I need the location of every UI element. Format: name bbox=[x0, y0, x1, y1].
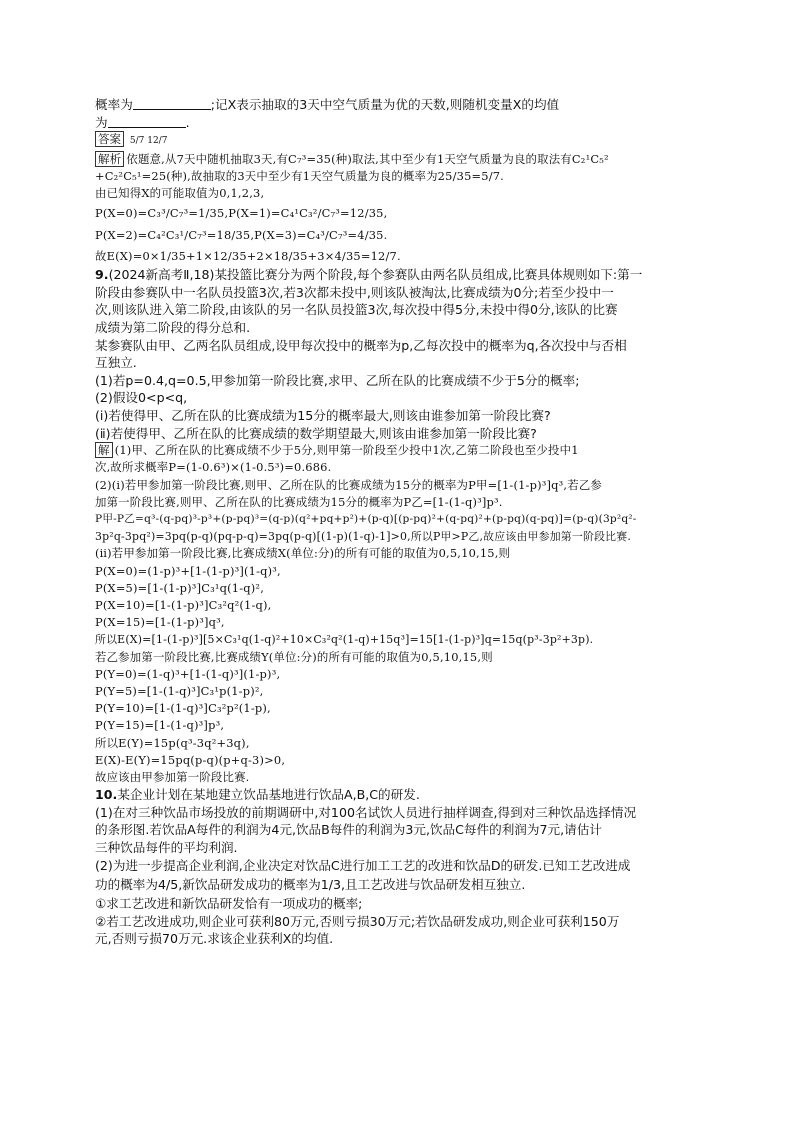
q9-solution-line-17: P(Y=15)=[1-(1-q)³]p³, bbox=[95, 718, 225, 733]
q8-solution-line-3: 由已知得X的可能取值为0,1,2,3, bbox=[95, 186, 265, 200]
q9-text-line-1: 9.(2024新高考Ⅱ,18)某投篮比赛分为两个阶段,每个参赛队由两名队员组成,比赛具体规则如下:第一 bbox=[95, 267, 643, 283]
answer-value: 5/7 12/7 bbox=[129, 136, 168, 147]
q9-solution-line-14: P(Y=0)=(1-q)³+[1-(1-q)³](1-p)³, bbox=[95, 666, 281, 681]
q9-text-line-9: (ⅰ)若使得甲、乙所在队的比赛成绩为15分的概率最大,则该由谁参加第一阶段比赛? bbox=[95, 407, 551, 423]
q9-text-line-4: 成绩为第二阶段的得分总和. bbox=[95, 319, 251, 335]
q10-text-line-7: ①求工艺改进和新饮品研发恰有一项成功的概率; bbox=[95, 896, 363, 912]
q9-solution-line-9: P(X=5)=[1-(1-p)³]C₃¹q(1-q)², bbox=[95, 580, 265, 595]
q9-solution-line-19: E(X)-E(Y)=15pq(p-q)(p+q-3)>0, bbox=[95, 752, 286, 767]
q10-text-line-2: (1)在对三种饮品市场投放的前期调研中,对100名试饮人员进行抽样调查,得到对三种饮品选择情况 bbox=[95, 804, 637, 820]
q9-text-line-8: (2)假设0<p<q, bbox=[95, 390, 188, 406]
q9-solution-line-4: 加第一阶段比赛,则甲、乙所在队的比赛成绩为15分的概率为P乙=[1-(1-q)³]p³. bbox=[95, 494, 503, 509]
q10-text-line-8: ②若工艺改进成功,则企业可获利80万元,否则亏损30万元;若饮品研发成功,则企业可获利150万 bbox=[95, 913, 620, 929]
q9-text-line-7: (1)若p=0.4,q=0.5,甲参加第一阶段比赛,求甲、乙所在队的比赛成绩不少于5分的概率; bbox=[95, 372, 580, 388]
answer-blank-1 bbox=[133, 96, 211, 110]
q8-solution-line-1: 解析 依题意,从7天中随机抽取3天,有C₇³=35(种)取法,其中至少有1天空气质量为良的取法有C₂¹C₅² bbox=[95, 151, 710, 168]
q10-text-line-4: 三种饮品每件的平均利润. bbox=[95, 839, 238, 855]
q9-solution-line-8: P(X=0)=(1-p)³+[1-(1-p)³](1-q)³, bbox=[95, 563, 281, 578]
q9-solution-line-18: 所以E(Y)=15p(q³-3q²+3q), bbox=[95, 735, 250, 750]
q8-text-line-2: 为 . bbox=[95, 114, 190, 130]
q9-solution-line-15: P(Y=5)=[1-(1-q)³]C₃¹p(1-p)², bbox=[95, 683, 264, 698]
answer-blank-2 bbox=[108, 114, 186, 128]
q9-solution-line-16: P(Y=10)=[1-(1-q)³]C₃²p²(1-p), bbox=[95, 701, 271, 716]
q9-text-line-6: 互独立. bbox=[95, 355, 137, 371]
q9-text-line-3: 次,则该队进入第二阶段,由该队的另一名队员投篮3次,每次投中得5分,未投中得0分,该队的比赛 bbox=[95, 302, 618, 318]
q9-text-line-5: 某参赛队由甲、乙两名队员组成,设甲每次投中的概率为p,乙每次投中的概率为q,各次投中与否相 bbox=[95, 337, 627, 353]
q9-solution-line-5: P甲-P乙=q³-(q-pq)³-p³+(p-pq)³=(q-p)(q²+pq+p²)+(p-q)[(p-pq)²+(q-pq)²+(p-pq)(q-pq)]=(p-q)(3p²q²- bbox=[95, 512, 637, 525]
q10-text-line-3: 的条形图.若饮品A每件的利润为4元,饮品B每件的利润为3元,饮品C每件的利润为7元,请估计 bbox=[95, 822, 602, 838]
q9-solution-line-7: (ⅱ)若甲参加第一阶段比赛,比赛成绩X(单位:分)的所有可能的取值为0,5,10,15,则 bbox=[95, 546, 511, 561]
q9-solution-line-13: 若乙参加第一阶段比赛,比赛成绩Y(单位:分)的所有可能的取值为0,5,10,15,则 bbox=[95, 649, 493, 664]
q9-solution-line-10: P(X=10)=[1-(1-p)³]C₃²q²(1-q), bbox=[95, 597, 272, 612]
q10-text-line-9: 元,否则亏损70万元.求该企业获利X的均值. bbox=[95, 931, 334, 947]
q9-solution-line-1: 解 (1)甲、乙所在队的比赛成绩不少于5分,则甲第一阶段至少投中1次,乙第二阶段也至少投中1 bbox=[95, 442, 710, 459]
q9-solution-line-6: 3p²q-3pq²)=3pq(p-q)(pq-p-q)=3pq(p-q)[(1-p)(1-q)-1]>0,所以P甲>P乙,故应该由甲参加第一阶段比赛. bbox=[95, 530, 632, 544]
q8-solution-line-6: 故E(X)=0×1/35+1×12/35+2×18/35+3×4/35=12/7. bbox=[95, 249, 401, 264]
q9-solution-line-11: P(X=15)=[1-(1-p)³]q³, bbox=[95, 615, 225, 630]
q8-solution-line-5: P(X=2)=C₄²C₃¹/C₇³=18/35,P(X=3)=C₄³/C₇³=4/35. bbox=[95, 228, 388, 243]
q9-number: 9. bbox=[95, 267, 109, 283]
analysis-tag: 解析 bbox=[95, 151, 124, 167]
q8-solution-line-2: +C₂²C₅¹=25(种),故抽取的3天中至少有1天空气质量为良的概率为25/35=5/7. bbox=[95, 168, 505, 183]
q10-text-line-6: 功的概率为4/5,新饮品研发成功的概率为1/3,且工艺改进与饮品研发相互独立. bbox=[95, 877, 526, 893]
document-page bbox=[95, 96, 710, 948]
analysis-tag-q9: 解 bbox=[95, 442, 113, 458]
q8-answer bbox=[95, 131, 710, 150]
q9-solution-line-12: 所以E(X)=[1-(1-p)³][5×C₃¹q(1-q)²+10×C₃²q²(1-q)+15q³]=15[1-(1-p)³]q=15q(p³-3p²+3p). bbox=[95, 633, 594, 647]
q10-text-line-5: (2)为进一步提高企业利润,企业决定对饮品C进行加工工艺的改进和饮品D的研发.已知工艺改进成 bbox=[95, 857, 631, 873]
q9-text-line-10: (ⅱ)若使得甲、乙所在队的比赛成绩的数学期望最大,则该由谁参加第一阶段比赛? bbox=[95, 425, 537, 441]
q10-number: 10. bbox=[95, 787, 118, 803]
answer-tag: 答案 bbox=[95, 131, 124, 147]
q8-solution-line-4: P(X=0)=C₃³/C₇³=1/35,P(X=1)=C₄¹C₃²/C₇³=12/35, bbox=[95, 206, 388, 221]
q8-text-line-1: 概率为 ;记X表示抽取的3天中空气质量为优的天数,则随机变量X的均值 bbox=[95, 97, 560, 112]
q10-text-line-1: 10.某企业计划在某地建立饮品基地进行饮品A,B,C的研发. bbox=[95, 787, 420, 803]
q9-solution-line-20: 故应该由甲参加第一阶段比赛. bbox=[95, 770, 250, 784]
q9-solution-line-2: 次,故所求概率P=(1-0.6³)×(1-0.5³)=0.686. bbox=[95, 460, 332, 475]
q9-text-line-2: 阶段由参赛队中一名队员投篮3次,若3次都未投中,则该队被淘汰,比赛成绩为0分;若至少投中一 bbox=[95, 284, 614, 300]
q9-solution-line-3: (2)(ⅰ)若甲参加第一阶段比赛,则甲、乙所在队的比赛成绩为15分的概率为P甲=[1-(1-p)³]q³,若乙参 bbox=[95, 477, 602, 492]
